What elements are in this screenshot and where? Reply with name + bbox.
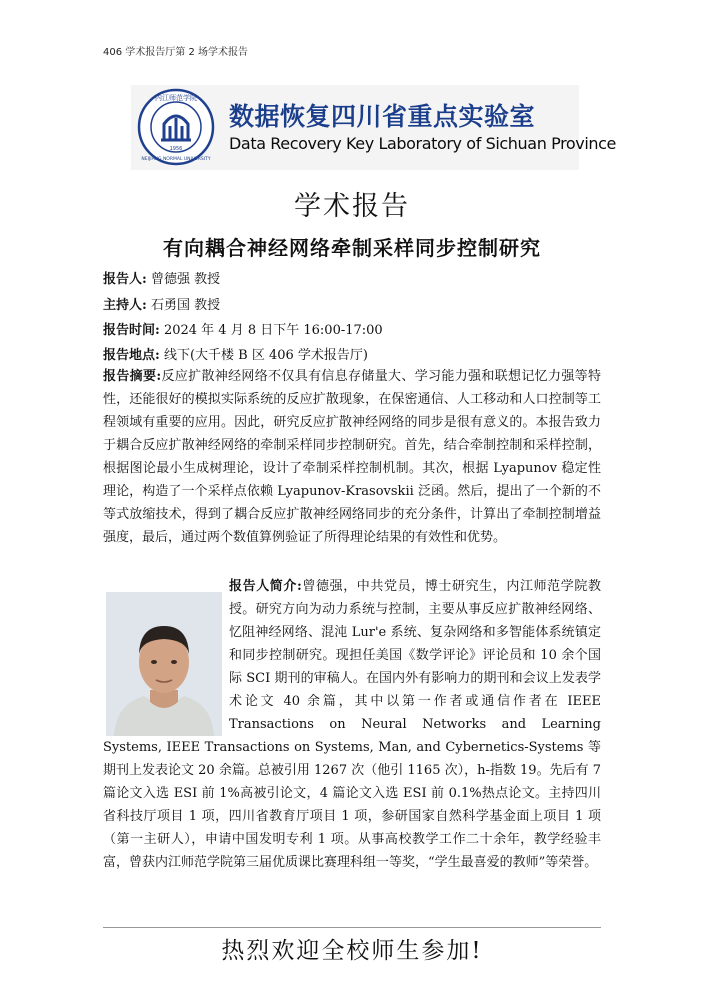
header-note: 406 学术报告厅第 2 场学术报告 [103,47,248,58]
svg-text:NEIJIANG NORMAL UNIVERSITY: NEIJIANG NORMAL UNIVERSITY [141,157,211,162]
place-label: 报告地点: [103,348,160,363]
bio-paragraph [103,575,601,874]
lab-name-en: Data Recovery Key Laboratory of Sichuan Province [229,134,616,153]
bio-text: 曾德强，中共党员，博士研究生，内江师范学院教授。研究方向为动力系统与控制，主要从事反应扩散神经网络、忆阻神经网络、混沌 Lur'e 系统、复杂网络和多智能体系统镇定和同步控制研究。现担任美国《数学评论》评论员和 10 余个国际 SCI 期刊的审稿人。在国内外有影响力的期刊和会议上发表学术论文 40 余篇，其中以第一作者或通信作者在 IEEE Transactions on Neural Networks and Learning Systems, IEEE Transactions on Systems, Man, and Cybernetics-Systems 等期刊上发表论文 20 余篇。总被引用 1267 次（他引 1165 次），h-指数 19。先后有 7 篇论文入选 ESI 前 1%高被引论文，4 篇论文入选 ESI 前 0.1%热点论文。主持四川省科技厅项目 1 项，四川省教育厅项目 1 项，参研国家自然科学基金面上项目 1 项（第一主研人），申请中国发明专利 1 项。从事高校教学工作二十余年，教学经验丰富，曾获内江师范学院第三届优质课比赛理科组一等奖，“学生最喜爱的教师”等荣誉。 [103,579,601,870]
abstract-paragraph [103,365,601,549]
place-value: 线下(大千楼 B 区 406 学术报告厅) [163,348,368,363]
lab-name-cn: 数据恢复四川省重点实验室 [229,102,536,131]
time-line [103,319,383,338]
lab-banner [131,85,616,170]
place-line [103,344,368,363]
welcome-footer: 热烈欢迎全校师生参加! [221,938,483,964]
host-label: 主持人: [103,298,147,313]
document-title: 学术报告 [294,191,410,222]
svg-text:内江师范学院: 内江师范学院 [155,94,197,102]
host-line [103,294,220,313]
host-value: 石勇国 教授 [150,298,221,313]
time-label: 报告时间: [103,323,160,338]
abstract-text: 反应扩散神经网络不仅具有信息存储量大、学习能力强和联想记忆力强等特性，还能很好的模拟实际系统的反应扩散现象，在保密通信、人工移动和人口控制等工程领域有重要的应用。因此，研究反应扩散神经网络的同步是很有意义的。本报告致力于耦合反应扩散神经网络的牵制采样同步控制研究。首先，结合牵制控制和采样控制，根据图论最小生成树理论，设计了牵制采样控制机制。其次，根据 Lyapunov 稳定性理论，构造了一个采样点依赖 Lyapunov-Krasovskii 泛函。然后，提出了一个新的不等式放缩技术，得到了耦合反应扩散神经网络同步的充分条件，计算出了牵制控制增益强度，最后，通过两个数值算例验证了所得理论结果的有效性和优势。 [103,369,601,545]
abstract-label: 报告摘要: [103,369,162,384]
speaker-line [103,268,220,287]
university-seal-logo [137,88,215,166]
bio-label: 报告人简介: [229,579,302,594]
footer-divider [103,927,601,928]
time-value: 2024 年 4 月 8 日下午 16:00-17:00 [163,323,383,338]
speaker-value: 曾德强 教授 [150,272,221,287]
svg-text:1956: 1956 [169,146,183,152]
report-title: 有向耦合神经网络牵制采样同步控制研究 [163,236,541,260]
speaker-label: 报告人: [103,272,147,287]
